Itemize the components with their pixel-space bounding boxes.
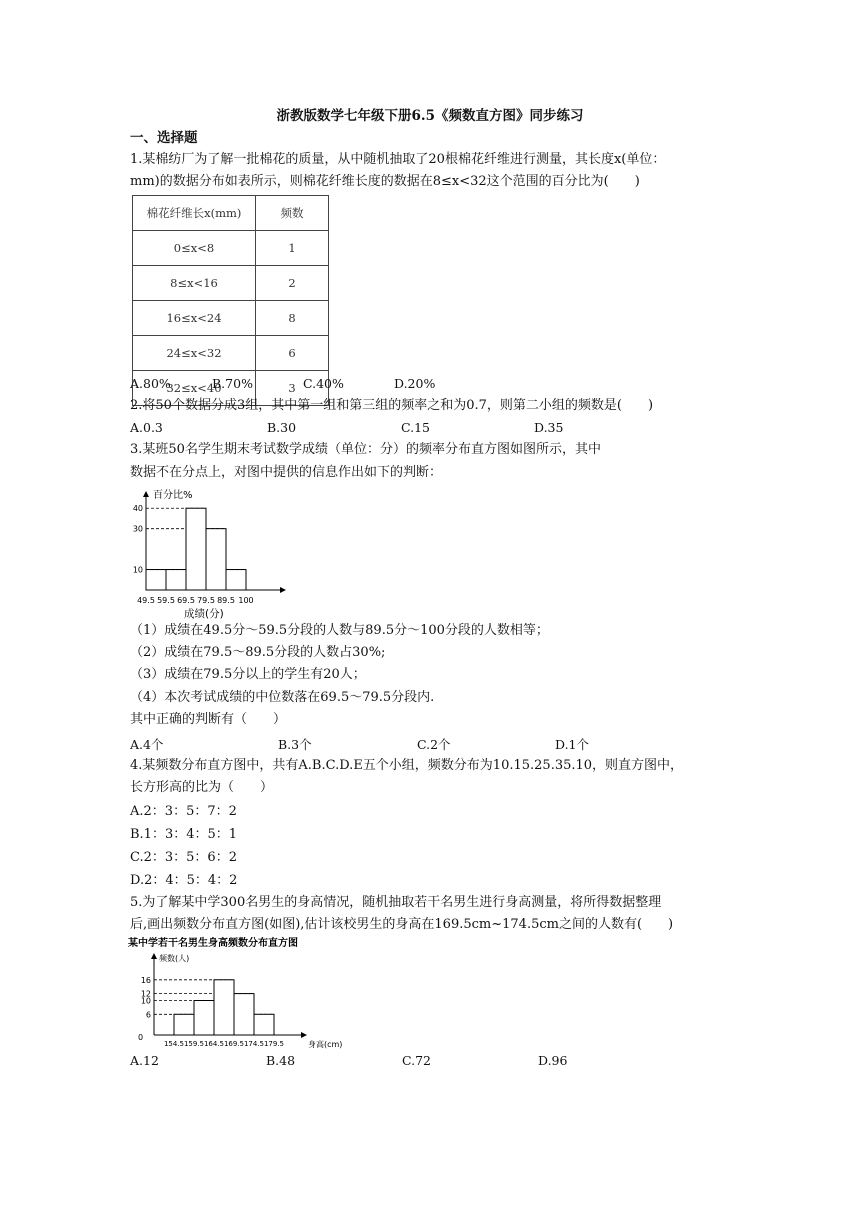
histogram-bar bbox=[194, 1001, 214, 1036]
q4-text-line1: 4.某频数分布直方图中，共有A.B.C.D.E五个小组，频数分布为10.15.25.35.10，则直方图中， bbox=[130, 758, 684, 773]
histogram-bar bbox=[174, 1014, 194, 1035]
histogram-bar bbox=[146, 570, 166, 590]
x-tick-label: 79.5 bbox=[197, 596, 215, 605]
y-tick-label: 30 bbox=[132, 524, 143, 534]
table-cell: 16≤x<24 bbox=[133, 301, 256, 336]
table-cell: 3 bbox=[256, 371, 329, 406]
histogram-bar bbox=[214, 980, 234, 1035]
histogram-bar bbox=[226, 570, 246, 590]
y-tick-label: 10 bbox=[132, 565, 143, 575]
table-cell: 1 bbox=[256, 231, 329, 266]
q1-frequency-table bbox=[132, 195, 329, 406]
table-row bbox=[133, 231, 329, 266]
table-cell: 32≤x<40 bbox=[133, 371, 256, 406]
q5-option-a[interactable]: A.12 bbox=[130, 1053, 159, 1068]
bar-group bbox=[146, 508, 246, 590]
q2-option-c[interactable]: C.15 bbox=[401, 420, 430, 435]
table-row bbox=[133, 336, 329, 371]
x-tick-labels bbox=[164, 1040, 284, 1048]
q3-statement-4: （4）本次考试成绩的中位数落在69.5～79.5分段内. bbox=[130, 690, 435, 705]
q5-option-c[interactable]: C.72 bbox=[402, 1053, 431, 1068]
y-tick-labels bbox=[133, 504, 143, 574]
q5-option-d[interactable]: D.96 bbox=[538, 1053, 568, 1068]
histogram-bar bbox=[186, 508, 206, 590]
q3-statement-2: （2）成绩在79.5～89.5分段的人数占30%; bbox=[130, 645, 386, 660]
histogram-bar bbox=[206, 529, 226, 590]
q4-option-d[interactable]: D.2：4：5：4：2 bbox=[130, 873, 238, 888]
q1-option-d[interactable]: D.20% bbox=[394, 376, 436, 391]
height-histogram bbox=[128, 932, 348, 1050]
y-tick-label: 6 bbox=[145, 1010, 151, 1020]
y-tick-label: 40 bbox=[132, 504, 143, 514]
q2-text-line1: 2.将50个数据分成3组，其中第一组和第三组的频率之和为0.7，则第二小组的频数是( ) bbox=[130, 398, 654, 413]
y-tick-labels bbox=[141, 976, 151, 1020]
x-tick-label: 164.5 bbox=[203, 1040, 225, 1048]
q4-option-b[interactable]: B.1：3：4：5：1 bbox=[130, 827, 238, 842]
x-tick-label: 59.5 bbox=[157, 596, 175, 605]
y-tick-label: 12 bbox=[140, 989, 151, 999]
section-heading: 一、选择题 bbox=[130, 130, 198, 146]
x-axis-label: 成绩(分) bbox=[184, 608, 224, 620]
chart-title: 某中学若干名男生身高频数分布直方图 bbox=[128, 938, 298, 949]
bar-group bbox=[174, 980, 274, 1035]
q5-text-line2: 后,画出频数分布直方图(如图),估计该校男生的身高在169.5cm~174.5cm之间的人数有( ) bbox=[130, 917, 674, 932]
y-tick-label: 16 bbox=[140, 975, 151, 985]
x-tick-label: 69.5 bbox=[177, 596, 195, 605]
histogram-bar bbox=[166, 570, 186, 590]
table-row bbox=[133, 266, 329, 301]
q4-option-a[interactable]: A.2：3：5：7：2 bbox=[130, 804, 237, 819]
table-header-cell: 频数 bbox=[256, 196, 329, 231]
score-histogram bbox=[128, 486, 298, 620]
x-tick-label: 100 bbox=[238, 596, 254, 605]
x-tick-label: 179.5 bbox=[263, 1040, 285, 1048]
q2-option-a[interactable]: A.0.3 bbox=[130, 420, 163, 435]
x-tick-label: 49.5 bbox=[137, 596, 155, 605]
page-title: 浙教版数学七年级下册6.5《频数直方图》同步练习 bbox=[276, 108, 584, 124]
x-tick-label: 154.5 bbox=[163, 1040, 185, 1048]
q5-text-line1: 5.为了解某中学300名男生的身高情况，随机抽取若干名男生进行身高测量，将所得数据整理 bbox=[130, 895, 662, 910]
q3-option-c[interactable]: C.2个 bbox=[417, 737, 451, 752]
histogram-bar bbox=[254, 1014, 274, 1035]
q4-text-line2: 长方形高的比为（ ） bbox=[130, 780, 274, 795]
x-tick-label: 174.5 bbox=[243, 1040, 265, 1048]
q2-option-b[interactable]: B.30 bbox=[267, 420, 297, 435]
q3-question-prompt: 其中正确的判断有（ ） bbox=[130, 712, 287, 727]
table-cell: 8 bbox=[256, 301, 329, 336]
table-cell: 6 bbox=[256, 336, 329, 371]
q3-option-d[interactable]: D.1个 bbox=[555, 737, 590, 752]
q1-option-b[interactable]: B.70% bbox=[212, 376, 253, 391]
x-tick-label: 159.5 bbox=[183, 1040, 205, 1048]
table-cell: 0≤x<8 bbox=[133, 231, 256, 266]
q3-text-line1: 3.某班50名学生期末考试数学成绩（单位：分）的频率分布直方图如图所示，其中 bbox=[130, 442, 601, 457]
table-row bbox=[133, 301, 329, 336]
table-cell: 24≤x<32 bbox=[133, 336, 256, 371]
q3-option-b[interactable]: B.3个 bbox=[278, 737, 312, 752]
x-tick-labels bbox=[137, 596, 254, 605]
q3-option-a[interactable]: A.4个 bbox=[130, 737, 164, 752]
q1-option-a[interactable]: A.80% bbox=[130, 376, 171, 391]
x-axis-label: 身高(cm) bbox=[308, 1040, 343, 1049]
table-cell: 8≤x<16 bbox=[133, 266, 256, 301]
x-tick-label: 89.5 bbox=[217, 596, 235, 605]
q5-option-b[interactable]: B.48 bbox=[266, 1053, 296, 1068]
q1-text-line1: 1.某棉纺厂为了解一批棉花的质量，从中随机抽取了20根棉花纤维进行测量，其长度x(单位： bbox=[130, 152, 666, 167]
q3-statement-3: （3）成绩在79.5分以上的学生有20人； bbox=[130, 667, 366, 682]
q2-option-d[interactable]: D.35 bbox=[534, 420, 564, 435]
y-axis-label: 频数(人) bbox=[159, 954, 190, 963]
table-cell: 2 bbox=[256, 266, 329, 301]
q3-text-line2: 数据不在分点上，对图中提供的信息作出如下的判断： bbox=[130, 465, 443, 480]
y-tick-label: 10 bbox=[140, 996, 151, 1006]
origin-label: 0 bbox=[138, 1033, 144, 1042]
histogram-bar bbox=[234, 994, 254, 1035]
table-header-cell: 棉花纤维长x(mm) bbox=[133, 196, 256, 231]
q4-option-c[interactable]: C.2：3：5：6：2 bbox=[130, 850, 237, 865]
table-header-row bbox=[133, 196, 329, 231]
y-axis-label: 百分比% bbox=[153, 490, 193, 501]
q1-option-c[interactable]: C.40% bbox=[303, 376, 344, 391]
q3-statement-1: （1）成绩在49.5分～59.5分段的人数与89.5分～100分段的人数相等； bbox=[130, 623, 549, 638]
q1-text-line2: mm)的数据分布如表所示，则棉花纤维长度的数据在8≤x<32这个范围的百分比为( ) bbox=[130, 174, 640, 189]
x-tick-label: 169.5 bbox=[223, 1040, 245, 1048]
